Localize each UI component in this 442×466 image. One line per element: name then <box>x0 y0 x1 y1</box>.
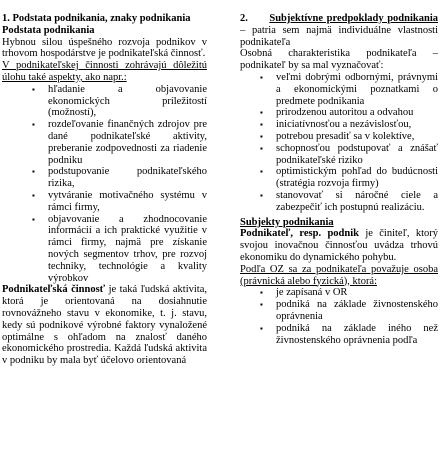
list-item: ▪ schopnosťou podstupovať a znášať podnikateľské riziko <box>260 142 438 166</box>
list-item: ▪ iniciatívnosťou a nezávislosťou, <box>260 119 412 131</box>
bullet-icon: ▪ <box>260 323 263 333</box>
list-item: ▪ prirodzenou autoritou a odvahou <box>260 107 414 119</box>
bullet-icon: ▪ <box>32 214 35 224</box>
list-item: ▪ objavovanie a zhodnocovanie informácií a ich praktické využitie v rámci firmy, najmä pre získanie nových segmentov trhov, pre rozvoj techniky, technológie a kvality výrobkov <box>32 213 207 284</box>
bullet-icon: ▪ <box>260 143 263 153</box>
characteristic-paragraph: Osobná charakteristika podnikateľa – podnikateľ by sa mal vyznačovať: <box>240 48 438 72</box>
law-paragraph: Podľa OZ sa za podnikateľa považuje osoba (právnická alebo fyzická), ktorá: <box>240 263 438 287</box>
bullet-icon: ▪ <box>260 300 263 310</box>
bullet-icon: ▪ <box>32 190 35 200</box>
bullet-icon: ▪ <box>260 288 263 298</box>
list-item: ▪ veľmi dobrými odbornými, právnymi a ekonomickými poznatkami o predmete podnikania <box>260 71 438 107</box>
entrepreneur-term: Podnikateľ, resp. podnik <box>240 228 359 240</box>
heading-number: 2. <box>240 13 248 24</box>
list-item: ▪ rozdeľovanie finančných zdrojov pre dané podnikateľské aktivity, preberanie zodpovednosti za riadenie podniku <box>32 119 207 166</box>
left-column <box>2 13 207 367</box>
list-item: ▪ potrebou presadiť sa v kolektíve, <box>260 130 415 142</box>
list-item: ▪ optimistickým pohľad do budúcnosti (stratégia rozvoja firmy) <box>260 166 438 190</box>
list-item: ▪ vytváranie motivačného systému v rámci firmy, <box>32 189 207 213</box>
bullet-icon: ▪ <box>260 190 263 200</box>
intro-paragraph: Hybnou silou úspešného rozvoja podnikov v trhovom hospodárstve je podnikateľská činnosť. <box>2 36 207 60</box>
list-item: ▪ podniká na základe iného než živnostenského oprávnenia podľa <box>260 322 438 346</box>
entrepreneur-text: je činiteľ, ktorý svojou inovačnou činnosťou uvádza trhovú ekonomiku do dynamického pohybu. <box>240 228 438 263</box>
subheading-podstata: Podstata podnikania <box>2 24 95 36</box>
activity-term: Podnikateľská činnosť <box>2 284 106 296</box>
activity-text: je taká ľudská aktivita, ktorá je orientovaná na dosiahnutie rovnovážneho stavu v ekonomike, t. j. stavu, kedy sú podnikové výrobné faktory vynaložené optimálne s ohľadom na znalosť daného ekonomického prostredia. Každá ľudská aktivita v podniku by mala byť účelovo orientovaná <box>2 284 207 367</box>
activity-paragraph <box>2 284 207 367</box>
bullet-icon: ▪ <box>260 72 263 82</box>
heading-title: Subjektívne predpoklady podnikania <box>269 13 438 24</box>
right-column <box>240 13 438 346</box>
list-item: ▪ podstupovanie podnikateľského rizika, <box>32 166 207 190</box>
bullet-icon: ▪ <box>32 120 35 130</box>
law-list <box>240 287 438 346</box>
aspects-list <box>2 84 207 285</box>
entrepreneur-paragraph <box>240 228 438 263</box>
bullet-icon: ▪ <box>260 120 263 130</box>
aspects-paragraph: V podnikateľskej činnosti zohrávajú dôležitú úlohu také aspekty, ako napr.: <box>2 60 207 83</box>
bullet-icon: ▪ <box>260 131 263 141</box>
bullet-icon: ▪ <box>260 167 263 177</box>
bullet-icon: ▪ <box>32 84 35 94</box>
heading-tail: – patria sem najmä individuálne vlastnosti podnikateľa <box>240 24 438 48</box>
traits-list <box>240 72 438 214</box>
subjects-heading: Subjekty podnikania <box>240 216 334 228</box>
list-item: ▪ podniká na základe živnostenského oprávnenia <box>260 299 438 322</box>
bullet-icon: ▪ <box>32 167 35 177</box>
list-item: ▪ je zapísaná v OR <box>260 287 348 299</box>
bullet-icon: ▪ <box>260 108 263 118</box>
list-item: ▪ stanovovať si náročné ciele a zabezpečiť ich postupnú realizáciu. <box>260 189 438 213</box>
section-heading-2 <box>240 13 438 48</box>
list-item: ▪ hľadanie a objavovanie ekonomických príležitostí (možností), <box>32 83 207 119</box>
section-heading-1: 1. Podstata podnikania, znaky podnikania <box>2 13 191 24</box>
